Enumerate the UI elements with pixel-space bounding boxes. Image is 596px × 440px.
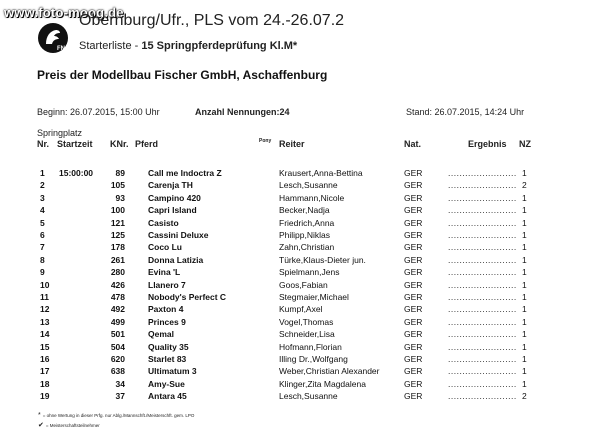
- cell-nat: GER: [404, 341, 423, 352]
- cell-rider: Kumpf,Axel: [279, 304, 323, 315]
- cell-knr: 105: [110, 180, 125, 191]
- cell-nat: GER: [404, 242, 423, 253]
- cell-nat: GER: [404, 230, 423, 240]
- cell-nat: GER: [404, 180, 423, 191]
- cell-nat: GER: [404, 192, 423, 203]
- cell-horse: Antara 45: [148, 391, 187, 402]
- cell-knr: 93: [115, 192, 125, 203]
- cell-result: ........................: [448, 192, 517, 203]
- cell-rider: Hammann,Nicole: [279, 192, 345, 203]
- cell-rider: Stegmaier,Michael: [279, 292, 349, 302]
- cell-rider: Schneider,Lisa: [279, 329, 335, 340]
- cell-nr: 11: [40, 292, 49, 302]
- cell-horse: Capri Island: [148, 205, 197, 216]
- cell-rider: Türke,Klaus-Dieter jun.: [279, 254, 366, 265]
- cell-nr: 1: [40, 168, 45, 178]
- table-row: [0, 218, 596, 231]
- cell-rider: Lesch,Susanne: [279, 180, 338, 191]
- table-row: [0, 267, 596, 280]
- legend-symbol: ✔: [38, 422, 44, 429]
- cell-nz: 1: [522, 217, 527, 228]
- cell-rider: Weber,Christian Alexander: [279, 366, 380, 377]
- cell-result: ........................: [448, 242, 517, 253]
- cell-knr: 261: [110, 254, 125, 265]
- cell-nat: GER: [404, 217, 423, 228]
- cell-nat: GER: [404, 254, 423, 265]
- table-row: [0, 391, 596, 404]
- cell-nz: 1: [522, 329, 527, 340]
- cell-result: ........................: [448, 292, 517, 302]
- table-row: [0, 193, 596, 206]
- cell-horse: Coco Lu: [148, 242, 182, 253]
- cell-knr: 478: [110, 292, 125, 302]
- cell-horse: Nobody's Perfect C: [148, 292, 227, 302]
- col-nat: Nat.: [404, 139, 422, 149]
- col-pony: Pony: [259, 138, 272, 144]
- table-row: [0, 317, 596, 330]
- cell-knr: 280: [110, 267, 125, 278]
- cell-result: ........................: [448, 205, 517, 216]
- table-row: [0, 180, 596, 193]
- cell-knr: 34: [115, 378, 125, 389]
- cell-nat: GER: [404, 267, 423, 278]
- cell-horse: Princes 9: [148, 316, 186, 327]
- legend-symbol: *: [38, 412, 41, 419]
- cell-nr: 4: [40, 205, 45, 216]
- cell-nz: 1: [522, 341, 527, 352]
- col-startzeit: Startzeit: [57, 139, 93, 149]
- cell-nat: GER: [404, 205, 423, 216]
- cell-nr: 17: [40, 366, 50, 377]
- cell-rider: Zahn,Christian: [279, 242, 335, 253]
- cell-nr: 14: [40, 329, 50, 340]
- table-row: [0, 366, 596, 379]
- cell-nr: 2: [40, 180, 45, 191]
- cell-knr: 638: [110, 366, 125, 377]
- cell-nz: 1: [522, 168, 527, 178]
- cell-result: ........................: [448, 230, 517, 240]
- cell-result: ........................: [448, 316, 517, 327]
- status-time: Stand: 26.07.2015, 14:24 Uhr: [406, 107, 525, 117]
- cell-nz: 2: [522, 180, 527, 191]
- legend-item: [38, 421, 100, 429]
- legend-text: = Meisterschaftsteilnehmer: [45, 423, 100, 428]
- cell-knr: 125: [110, 230, 125, 240]
- cell-result: ........................: [448, 366, 517, 377]
- cell-nat: GER: [404, 292, 423, 302]
- cell-rider: Spielmann,Jens: [279, 267, 340, 278]
- cell-nz: 1: [522, 316, 527, 327]
- cell-horse: Ultimatum 3: [148, 366, 197, 377]
- cell-rider: Illing Dr.,Wolfgang: [279, 354, 348, 364]
- cell-result: ........................: [448, 254, 517, 265]
- cell-nz: 1: [522, 366, 527, 377]
- table-row: [0, 255, 596, 268]
- competition-subtitle: [79, 40, 297, 52]
- cell-nr: 16: [40, 354, 50, 364]
- cell-nz: 1: [522, 192, 527, 203]
- cell-rider: Vogel,Thomas: [279, 316, 334, 327]
- cell-nr: 8: [40, 254, 45, 265]
- cell-nr: 9: [40, 267, 45, 278]
- cell-horse: Amy-Sue: [148, 378, 185, 389]
- cell-rider: Goos,Fabian: [279, 279, 328, 290]
- table-row: [0, 329, 596, 342]
- cell-nr: 10: [40, 279, 50, 290]
- col-knr: KNr.: [110, 139, 129, 149]
- cell-horse: Donna Latizia: [148, 254, 204, 265]
- col-nr: Nr.: [37, 139, 50, 149]
- cell-nz: 1: [522, 254, 527, 265]
- cell-horse: Casisto: [148, 217, 179, 228]
- cell-nz: 2: [522, 391, 527, 402]
- cell-rider: Krausert,Anna-Bettina: [279, 168, 363, 178]
- cell-rider: Hofmann,Florian: [279, 341, 342, 352]
- cell-nz: 1: [522, 267, 527, 278]
- cell-knr: 620: [110, 354, 125, 364]
- cell-time: 15:00:00: [59, 168, 94, 178]
- cell-nz: 1: [522, 354, 527, 364]
- cell-horse: Carenja TH: [148, 180, 193, 191]
- col-pferd: Pferd: [135, 139, 159, 149]
- cell-horse: Evina 'L: [148, 267, 181, 278]
- cell-nz: 1: [522, 230, 527, 240]
- cell-knr: 501: [110, 329, 125, 340]
- sponsor-heading: Preis der Modellbau Fischer GmbH, Aschaffenburg: [37, 68, 328, 82]
- cell-result: ........................: [448, 267, 517, 278]
- cell-result: ........................: [448, 391, 517, 402]
- cell-nat: GER: [404, 378, 423, 389]
- cell-nr: 13: [40, 316, 50, 327]
- table-row: [0, 304, 596, 317]
- cell-nat: GER: [404, 329, 423, 340]
- cell-nat: GER: [404, 279, 423, 290]
- cell-nz: 1: [522, 205, 527, 216]
- cell-nr: 19: [40, 391, 50, 402]
- cell-nr: 15: [40, 341, 50, 352]
- begin-time: Beginn: 26.07.2015, 15:00 Uhr: [37, 107, 160, 117]
- cell-nat: GER: [404, 316, 423, 327]
- cell-nz: 1: [522, 292, 527, 302]
- table-row: [0, 292, 596, 305]
- cell-result: ........................: [448, 279, 517, 290]
- cell-horse: Campino 420: [148, 192, 201, 203]
- cell-rider: Lesch,Susanne: [279, 391, 338, 402]
- cell-knr: 100: [110, 205, 125, 216]
- table-row: [0, 280, 596, 293]
- cell-knr: 121: [110, 217, 125, 228]
- table-row: [0, 168, 596, 181]
- cell-knr: 504: [110, 341, 125, 352]
- cell-result: ........................: [448, 217, 517, 228]
- cell-nat: GER: [404, 304, 423, 315]
- cell-result: ........................: [448, 378, 517, 389]
- cell-result: ........................: [448, 341, 517, 352]
- table-row: [0, 342, 596, 355]
- cell-nat: GER: [404, 168, 423, 178]
- cell-nr: 3: [40, 192, 45, 203]
- arena-label: Springplatz: [37, 128, 83, 138]
- cell-nr: 6: [40, 230, 45, 240]
- cell-nat: GER: [404, 366, 423, 377]
- cell-knr: 37: [115, 391, 125, 402]
- legend-text: = ohne Wertung in dieser Prfg. nur Ablg./Mannschft./Meisterschft. gem. LPO: [42, 413, 195, 418]
- entry-count: Anzahl Nennungen:24: [195, 107, 290, 117]
- cell-knr: 499: [110, 316, 125, 327]
- cell-nr: 18: [40, 378, 50, 389]
- cell-nat: GER: [404, 391, 423, 402]
- competition-name: 15 Springpferdeprüfung Kl.M*: [141, 40, 298, 52]
- watermark-text: www.foto-moog.de: [4, 5, 124, 20]
- table-row: [0, 230, 596, 243]
- cell-knr: 492: [110, 304, 125, 315]
- cell-horse: Llanero 7: [148, 279, 186, 290]
- fn-logo-icon: [37, 22, 69, 54]
- cell-horse: Quality 35: [148, 341, 189, 352]
- col-reiter: Reiter: [279, 139, 305, 149]
- list-label: Starterliste -: [79, 40, 139, 52]
- cell-knr: 426: [110, 279, 125, 290]
- cell-rider: Friedrich,Anna: [279, 217, 335, 228]
- cell-horse: Call me Indoctra Z: [148, 168, 222, 178]
- cell-nr: 12: [40, 304, 50, 315]
- cell-result: ........................: [448, 180, 517, 191]
- cell-nz: 1: [522, 378, 527, 389]
- table-row: [0, 354, 596, 367]
- cell-knr: 89: [115, 168, 125, 178]
- cell-result: ........................: [448, 304, 517, 315]
- cell-horse: Qemal: [148, 329, 174, 340]
- cell-horse: Cassini Deluxe: [148, 230, 209, 240]
- legend-item: [38, 412, 194, 419]
- table-row: [0, 205, 596, 218]
- cell-rider: Becker,Nadja: [279, 205, 330, 216]
- cell-horse: Paxton 4: [148, 304, 184, 315]
- page-title: Obernburg/Ufr., PLS vom 24.-26.07.2: [79, 12, 345, 29]
- cell-knr: 178: [110, 242, 125, 253]
- col-nz: NZ: [519, 139, 531, 149]
- table-row: [0, 242, 596, 255]
- cell-rider: Philipp,Niklas: [279, 230, 331, 240]
- cell-nz: 1: [522, 242, 527, 253]
- cell-nr: 7: [40, 242, 45, 253]
- cell-result: ........................: [448, 168, 517, 178]
- logo-label: FN: [57, 46, 65, 52]
- cell-result: ........................: [448, 329, 517, 340]
- table-row: [0, 379, 596, 392]
- cell-horse: Starlet 83: [148, 354, 187, 364]
- cell-nz: 1: [522, 279, 527, 290]
- cell-nz: 1: [522, 304, 527, 315]
- cell-nat: GER: [404, 354, 423, 364]
- col-ergebnis: Ergebnis: [468, 139, 507, 149]
- cell-result: ........................: [448, 354, 517, 364]
- cell-rider: Klinger,Zita Magdalena: [279, 378, 366, 389]
- cell-nr: 5: [40, 217, 45, 228]
